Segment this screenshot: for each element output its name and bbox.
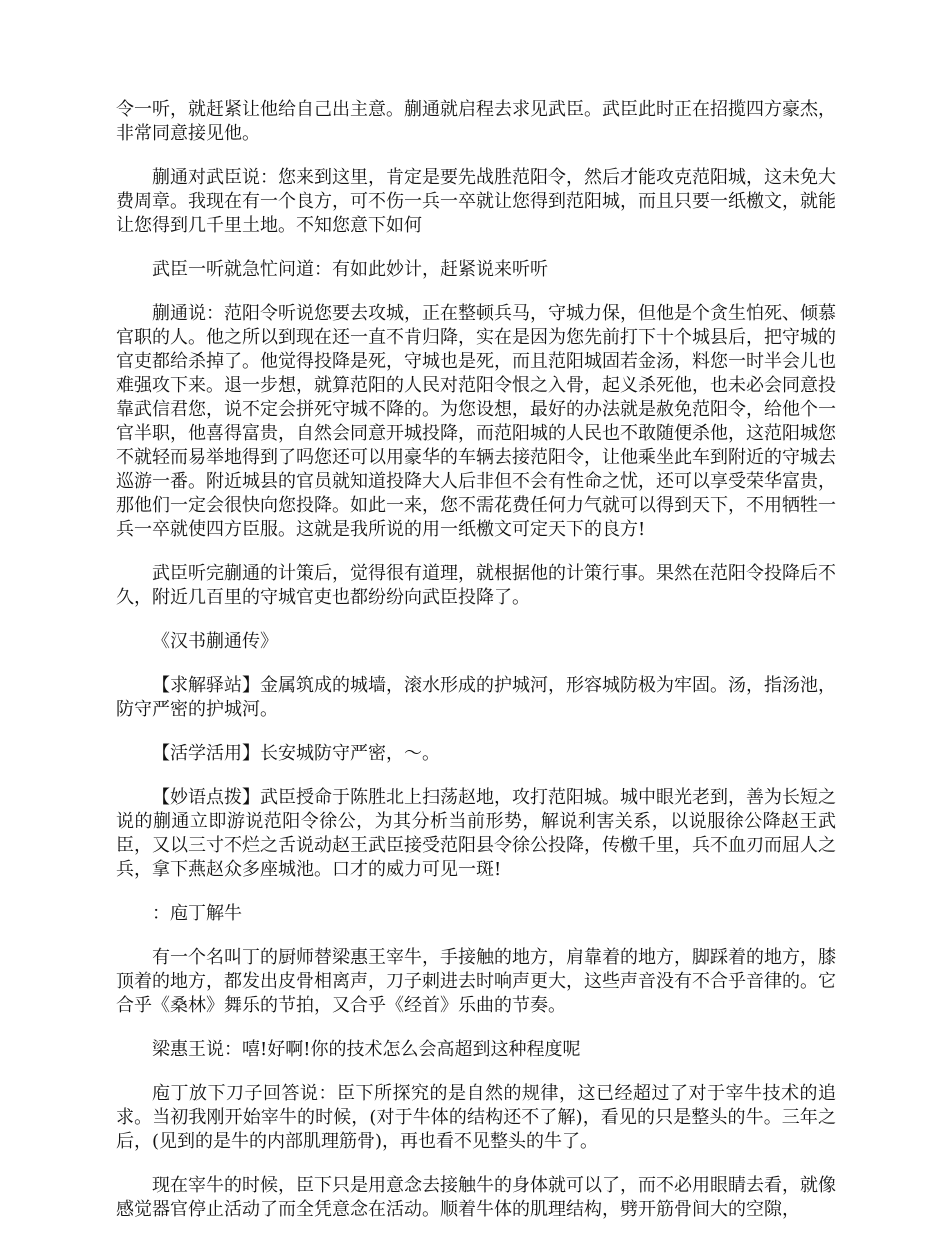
paragraph: 蒯通对武臣说：您来到这里，肯定是要先战胜范阳令，然后才能攻克范阳城，这未免大费周章。我现在有一个良方，可不伤一兵一卒就让您得到范阳城，而且只要一纸檄文，就能让您得到几千里土地。不知您意下如何: [116, 167, 836, 236]
paragraph-explanation: 【求解驿站】金属筑成的城墙，滚水形成的护城河，形容城防极为牢固。汤，指汤池，防守严密的护城河。: [116, 675, 836, 720]
paragraph: 武臣听完蒯通的计策后，觉得很有道理，就根据他的计策行事。果然在范阳令投降后不久，附近几百里的守城官吏也都纷纷向武臣投降了。: [116, 563, 836, 608]
paragraph: 蒯通说：范阳令听说您要去攻城，正在整顿兵马，守城力保，但他是个贪生怕死、倾慕官职的人。他之所以到现在还一直不肯归降，实在是因为您先前打下十个城县后，把守城的官吏都给杀掉了。他觉得投降是死，守城也是死，而且范阳城固若金汤，料您一时半会儿也难强攻下来。退一步想，就算范阳的人民对范阳令恨之入骨，起义杀死他，也未必会同意投靠武信君您，说不定会拼死守城不降的。为您设想，最好的办法就是赦免范阳令，给他个一官半职，他喜得富贵，自然会同意开城投降，而范阳城的人民也不敢随便杀他，这范阳城您不就轻而易举地得到了吗您还可以用豪华的车辆去接范阳令，让他乘坐此车到附近的守城去巡游一番。附近城县的官员就知道投降大人后非但不会有性命之忧，还可以享受荣华富贵，那他们一定会很快向您投降。如此一来，您不需花费任何力气就可以得到天下，不用牺牲一兵一卒就使四方臣服。这就是我所说的用一纸檄文可定天下的良方!: [116, 303, 836, 540]
paragraph: 梁惠王说：嘻!好啊!你的技术怎么会高超到这种程度呢: [152, 1039, 581, 1060]
paragraph: 武臣一听就急忙问道：有如此妙计，赶紧说来听听: [152, 259, 548, 280]
paragraph-commentary: 【妙语点拨】武臣授命于陈胜北上扫荡赵地，攻打范阳城。城中眼光老到，善为长短之说的蒯通立即游说范阳令徐公，为其分析当前形势，解说利害关系，以说服徐公降赵王武臣，又以三寸不烂之舌说动赵王武臣接受范阳县令徐公投降，传檄千里，兵不血刃而屈人之兵，拿下燕赵众多座城池。口才的威力可见一斑!: [116, 787, 836, 880]
source-citation: 《汉书蒯通传》: [152, 631, 278, 652]
paragraph-usage: 【活学活用】长安城防守严密，～。: [152, 743, 440, 764]
paragraph: 令一听，就赶紧让他给自己出主意。蒯通就启程去求见武臣。武臣此时正在招揽四方豪杰，非常同意接见他。: [116, 99, 836, 144]
document-body: [116, 98, 836, 1242]
paragraph: 有一个名叫丁的厨师替梁惠王宰牛，手接触的地方，肩靠着的地方，脚踩着的地方，膝顶着的地方，都发出皮骨相离声，刀子刺进去时响声更大，这些声音没有不合乎音律的。它合乎《桑林》舞乐的节拍，又合乎《经首》乐曲的节奏。: [116, 947, 836, 1016]
paragraph: 庖丁放下刀子回答说：臣下所探究的是自然的规律，这已经超过了对于宰牛技术的追求。当初我刚开始宰牛的时候，(对于牛体的结构还不了解)，看见的只是整头的牛。三年之后，(见到的是牛的内部肌理筋骨)，再也看不见整头的牛了。: [116, 1083, 836, 1152]
section-heading: ：庖丁解牛: [152, 903, 242, 924]
paragraph: 现在宰牛的时候，臣下只是用意念去接触牛的身体就可以了，而不必用眼睛去看，就像感觉器官停止活动了而全凭意念在活动。顺着牛体的肌理结构，劈开筋骨间大的空隙，: [116, 1175, 836, 1220]
